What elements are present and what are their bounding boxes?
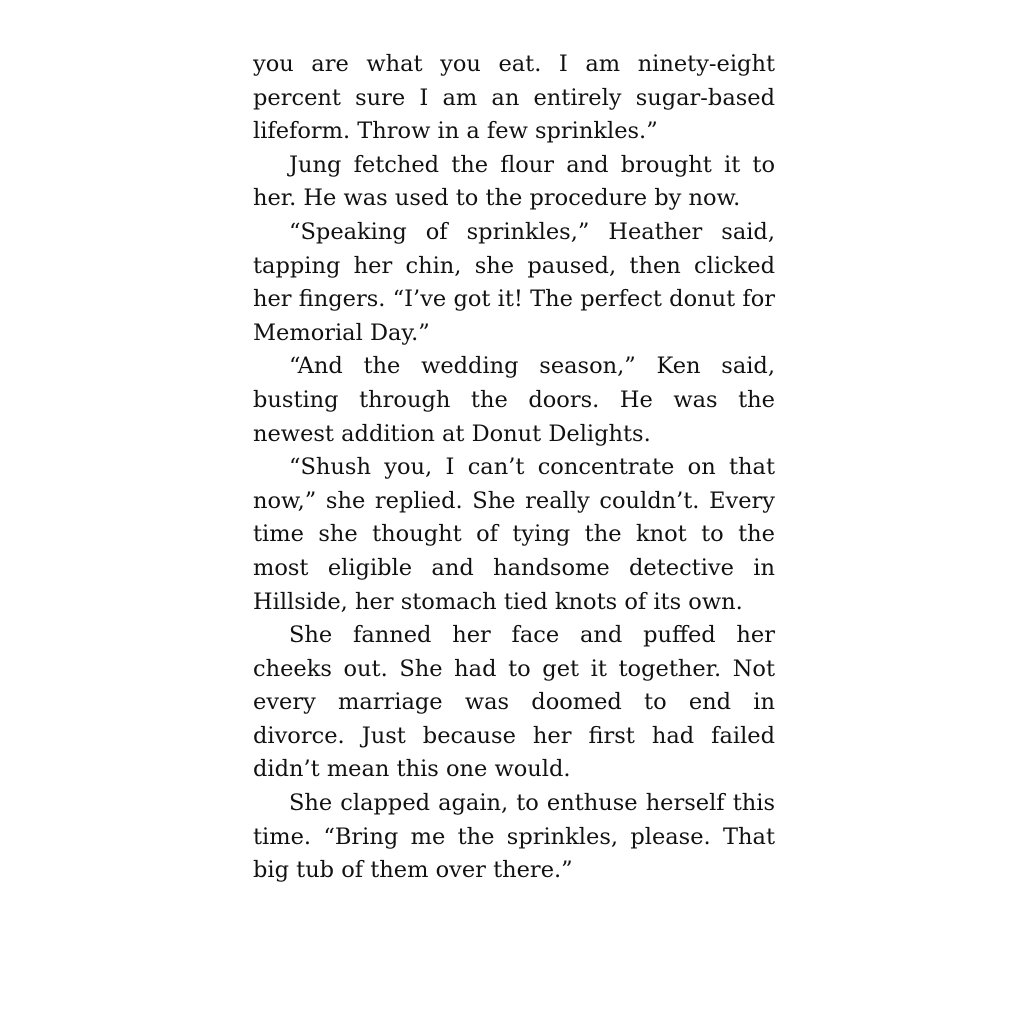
paragraph: She fanned her face and puffed her cheeks out. She had to get it together. Not every marriage was doomed to end in divorce. Just because her first had failed didn’t mean this one would. [253,622,775,783]
paragraph: “Speaking of sprinkles,” Heather said, tapping her chin, she paused, then clicked her fingers. “I’ve got it! The perfect donut for Memorial Day.” [253,218,775,346]
paragraph: Jung fetched the flour and brought it to her. He was used to the procedure by now. [253,151,775,212]
paragraph: “And the wedding season,” Ken said, busting through the doors. He was the newest addition at Donut Delights. [253,353,775,447]
paragraph-continuation: you are what you eat. I am ninety-eight percent sure I am an entirely sugar-based lifeform. Throw in a few sprinkles.” [253,51,775,145]
paragraph: “Shush you, I can’t concentrate on that now,” she replied. She really couldn’t. Every time she thought of tying the knot to the most eligible and handsome detective in Hillside, her stomach tied knots of its own. [253,454,775,615]
body-text [253,48,775,888]
paragraph: She clapped again, to enthuse herself this time. “Bring me the sprinkles, please. That big tub of them over there.” [253,790,775,884]
